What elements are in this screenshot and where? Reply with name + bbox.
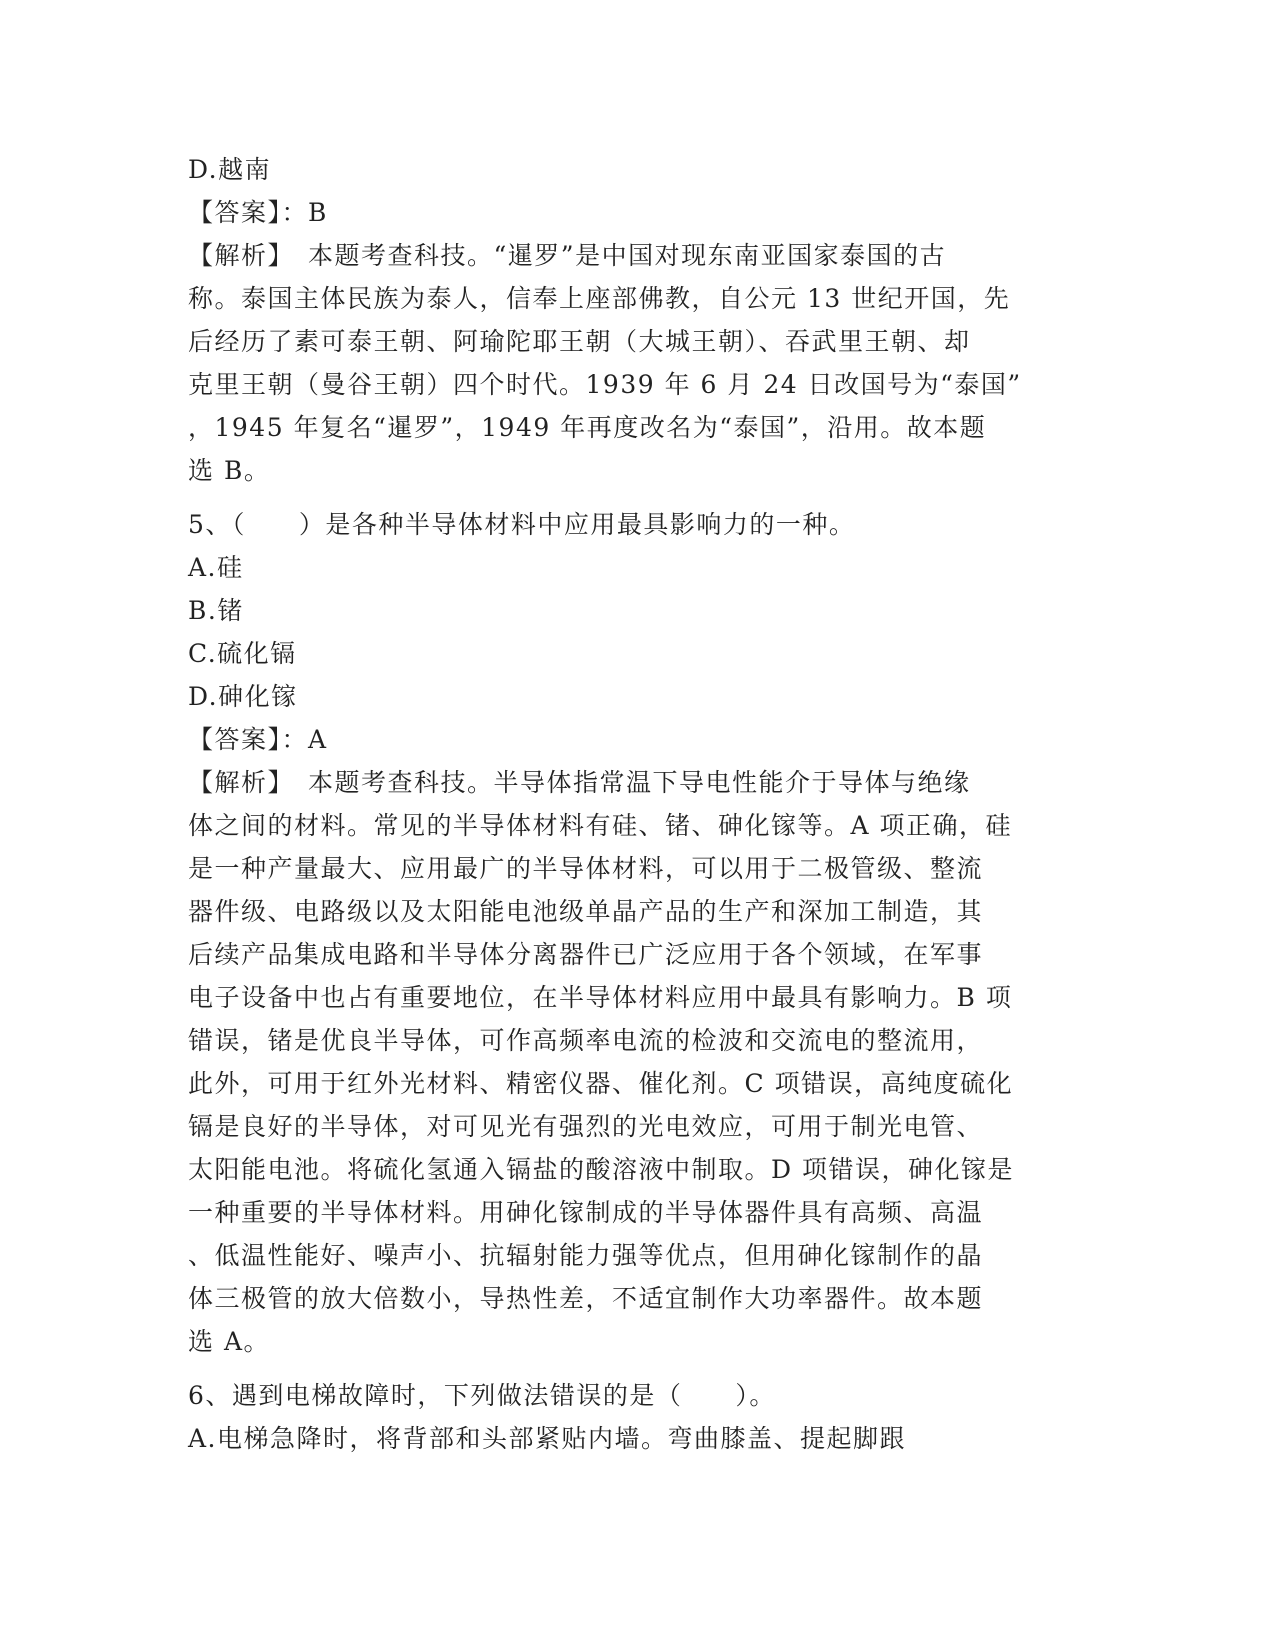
- page-content: [188, 148, 1083, 1460]
- option-c: C.硫化镉: [188, 639, 297, 668]
- option-d: D.砷化镓: [188, 682, 298, 711]
- explanation-line: 【解析】 本题考查科技。半导体指常温下导电性能介于导体与绝缘: [188, 768, 971, 797]
- question-stem: 6、遇到电梯故障时，下列做法错误的是（ ）。: [188, 1381, 776, 1410]
- explanation-line: 【解析】 本题考查科技。“暹罗”是中国对现东南亚国家泰国的古: [188, 241, 947, 270]
- explanation-line: 、低温性能好、噪声小、抗辐射能力强等优点，但用砷化镓制作的晶: [188, 1241, 984, 1270]
- explanation-line: ，1945 年复名“暹罗”，1949 年再度改名为“泰国”，沿用。故本题: [188, 413, 987, 442]
- block-spacer: [188, 492, 1083, 503]
- option-a: A.电梯急降时，将背部和头部紧贴内墙。弯曲膝盖、提起脚跟: [188, 1424, 907, 1453]
- explanation-line: 后经历了素可泰王朝、阿瑜陀耶王朝（大城王朝）、吞武里王朝、却: [188, 327, 971, 356]
- question-4-tail: [188, 148, 1083, 492]
- explanation-line: 克里王朝（曼谷王朝）四个时代。1939 年 6 月 24 日改国号为“泰国”: [188, 370, 1022, 399]
- question-5: [188, 503, 1083, 1363]
- explanation-line: 太阳能电池。将硫化氢通入镉盐的酸溶液中制取。D 项错误，砷化镓是: [188, 1155, 1014, 1184]
- explanation-line: 体之间的材料。常见的半导体材料有硅、锗、砷化镓等。A 项正确，硅: [188, 811, 1013, 840]
- explanation-line: 是一种产量最大、应用最广的半导体材料，可以用于二极管级、整流: [188, 854, 984, 883]
- explanation-line: 器件级、电路级以及太阳能电池级单晶产品的生产和深加工制造，其: [188, 897, 984, 926]
- option-a: A.硅: [188, 553, 244, 582]
- explanation-line: 体三极管的放大倍数小，导热性差，不适宜制作大功率器件。故本题: [188, 1284, 984, 1313]
- question-stem: 5、（ ）是各种半导体材料中应用最具影响力的一种。: [188, 510, 856, 539]
- option-b: B.锗: [188, 596, 244, 625]
- explanation-line: 错误，锗是优良半导体，可作高频率电流的检波和交流电的整流用，: [188, 1026, 984, 1055]
- explanation-line: 称。泰国主体民族为泰人，信奉上座部佛教，自公元 13 世纪开国，先: [188, 284, 1011, 313]
- explanation-line: 电子设备中也占有重要地位，在半导体材料应用中最具有影响力。B 项: [188, 983, 1013, 1012]
- option-d: D.越南: [188, 155, 272, 184]
- explanation-line: 选 A。: [188, 1327, 271, 1356]
- explanation-line: 一种重要的半导体材料。用砷化镓制成的半导体器件具有高频、高温: [188, 1198, 984, 1227]
- answer-line: 【答案】：B: [188, 198, 328, 227]
- explanation-line: 选 B。: [188, 456, 271, 485]
- explanation-line: 此外，可用于红外光材料、精密仪器、催化剂。C 项错误，高纯度硫化: [188, 1069, 1014, 1098]
- explanation-line: 后续产品集成电路和半导体分离器件已广泛应用于各个领域，在军事: [188, 940, 984, 969]
- block-spacer: [188, 1363, 1083, 1374]
- answer-line: 【答案】：A: [188, 725, 328, 754]
- explanation-line: 镉是良好的半导体，对可见光有强烈的光电效应，可用于制光电管、: [188, 1112, 984, 1141]
- question-6: [188, 1374, 1083, 1460]
